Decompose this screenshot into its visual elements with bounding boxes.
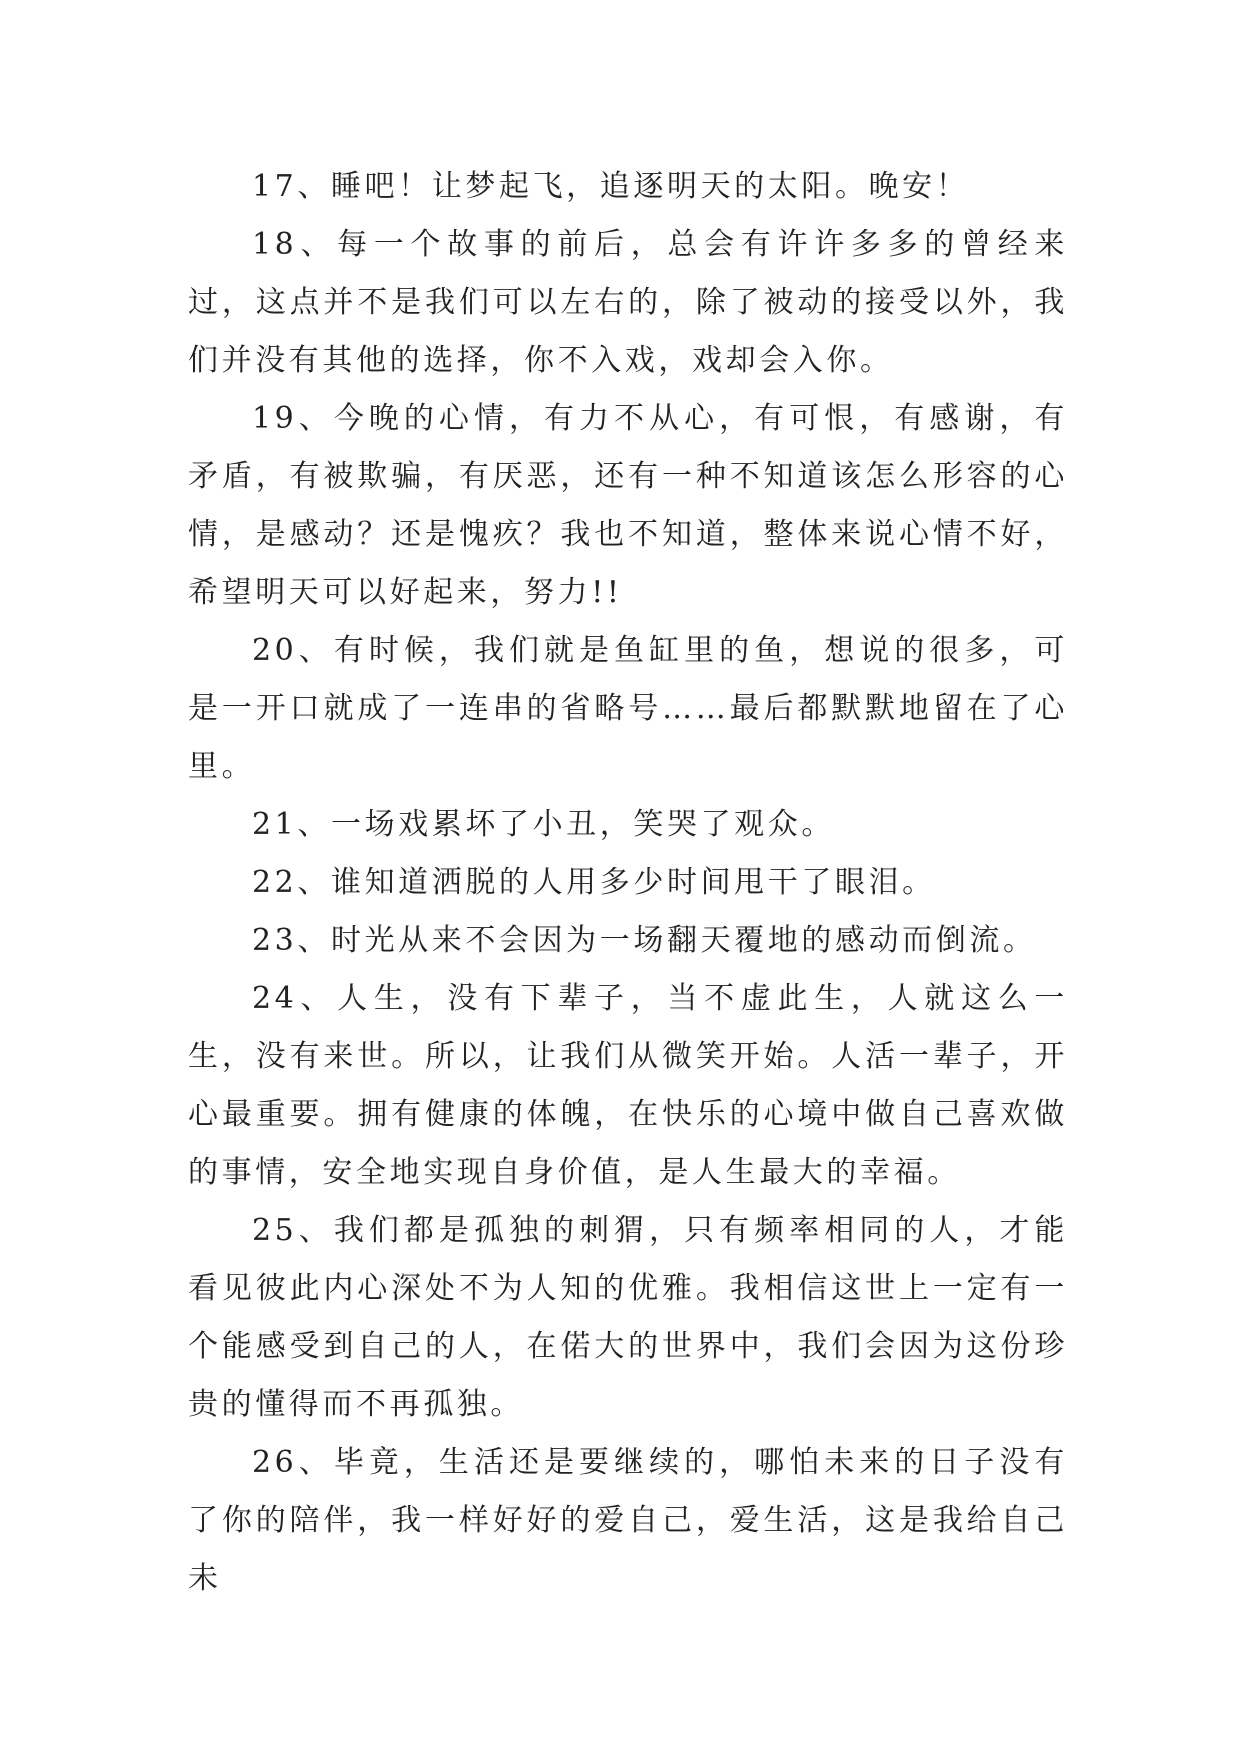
paragraph-22: 22、谁知道洒脱的人用多少时间甩干了眼泪。 <box>252 865 936 900</box>
paragraph-20: 20、有时候，我们就是鱼缸里的鱼，想说的很多，可是一开口就成了一连串的省略号……最后都默默地留在了心里。 <box>188 633 1068 784</box>
paragraph-17: 17、睡吧！让梦起飞，追逐明天的太阳。晚安！ <box>252 169 970 204</box>
paragraph-18: 18、每一个故事的前后，总会有许许多多的曾经来过，这点并不是我们可以左右的，除了被动的接受以外，我们并没有其他的选择，你不入戏，戏却会入你。 <box>188 227 1068 378</box>
paragraph-25: 25、我们都是孤独的刺猬，只有频率相同的人，才能看见彼此内心深处不为人知的优雅。我相信这世上一定有一个能感受到自己的人，在偌大的世界中，我们会因为这份珍贵的懂得而不再孤独。 <box>188 1213 1068 1422</box>
paragraph-23: 23、时光从来不会因为一场翻天覆地的感动而倒流。 <box>252 923 1037 958</box>
paragraph-21: 21、一场戏累坏了小丑，笑哭了观众。 <box>252 807 835 842</box>
paragraph-26: 26、毕竟，生活还是要继续的，哪怕未来的日子没有了你的陪伴，我一样好好的爱自己，爱生活，这是我给自己未 <box>188 1445 1068 1596</box>
paragraph-19: 19、今晚的心情，有力不从心，有可恨，有感谢，有矛盾，有被欺骗，有厌恶，还有一种不知道该怎么形容的心情，是感动？还是愧疚？我也不知道，整体来说心情不好，希望明天可以好起来，努力!! <box>188 401 1068 610</box>
document-body <box>188 158 1068 1608</box>
paragraph-24: 24、人生，没有下辈子，当不虚此生，人就这么一生，没有来世。所以，让我们从微笑开始。人活一辈子，开心最重要。拥有健康的体魄，在快乐的心境中做自己喜欢做的事情，安全地实现自身价值，是人生最大的幸福。 <box>188 981 1068 1190</box>
